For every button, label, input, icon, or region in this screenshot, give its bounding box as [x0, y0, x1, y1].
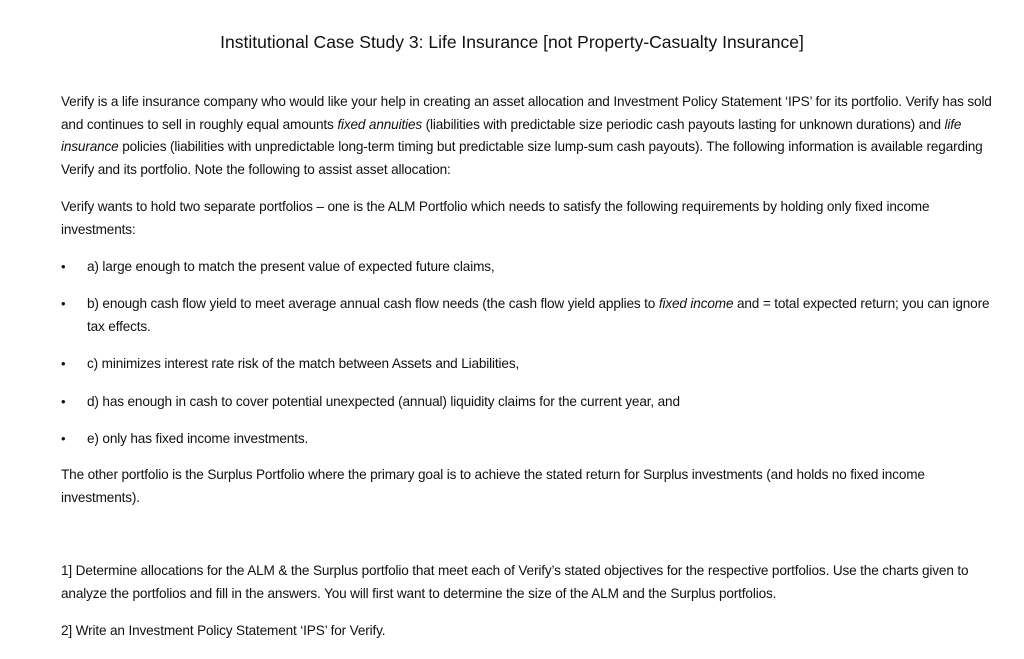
bullet-icon: • — [61, 259, 66, 274]
requirement-d: d) has enough in cash to cover potential unexpected (annual) liquidity claims for the current year, and — [87, 394, 680, 409]
list-item — [61, 391, 1001, 414]
requirement-e: e) only has fixed income investments. — [87, 431, 309, 446]
list-item — [61, 293, 1001, 338]
question-2: 2] Write an Investment Policy Statement ‘IPS’ for Verify. — [61, 623, 386, 638]
question-1: 1] Determine allocations for the ALM & the Surplus portfolio that meet each of Verify’s stated objectives for the respective portfolios. Use the charts given to analyze the portfolios and fill in the answers. You will first want to determine the size of the ALM and the Surplus portfolios. — [61, 563, 969, 601]
page-title: Institutional Case Study 3: Life Insurance [not Property-Casualty Insurance] — [220, 32, 804, 52]
intro-life-insurance: life insurance — [61, 116, 962, 154]
requirement-b-text-1: b) enough cash flow yield to meet average annual cash flow needs (the cash flow yield applies to — [87, 296, 659, 311]
intro-text-1: Verify is a life insurance company who would like your help in creating an asset allocation and Investment Policy Statement ‘IPS’ for its portfolio. Verify has sold and continues to sell in roughly equal amounts — [61, 94, 992, 132]
requirement-b-text-2: and = total expected return; you can ignore tax effects. — [87, 296, 990, 334]
intro-text-2: (liabilities with predictable size periodic cash payouts lasting for unknown durations) and — [422, 116, 945, 132]
bullet-icon: • — [61, 431, 66, 446]
bullet-icon: • — [61, 394, 66, 409]
alm-intro-paragraph: Verify wants to hold two separate portfolios – one is the ALM Portfolio which needs to satisfy the following requirements by holding only fixed income investments: — [61, 199, 930, 237]
intro-paragraph — [61, 91, 1001, 181]
list-item — [61, 256, 1001, 279]
list-item — [61, 353, 1001, 376]
requirement-a: a) large enough to match the present value of expected future claims, — [87, 259, 495, 274]
requirement-b-fixed-income: fixed income — [658, 296, 734, 311]
bullet-icon: • — [61, 296, 66, 311]
bullet-icon: • — [61, 356, 66, 371]
intro-fixed-annuities: fixed annuities — [337, 116, 422, 132]
list-item — [61, 428, 1001, 451]
surplus-paragraph: The other portfolio is the Surplus Portfolio where the primary goal is to achieve the stated return for Surplus investments (and holds no fixed income investments). — [61, 467, 925, 505]
requirement-c: c) minimizes interest rate risk of the match between Assets and Liabilities, — [87, 356, 520, 371]
intro-text-3: policies (liabilities with unpredictable long-term timing but predictable size lump-sum cash payouts). The following information is available regarding Verify and its portfolio. Note the following to assist asset allocation: — [61, 139, 983, 177]
